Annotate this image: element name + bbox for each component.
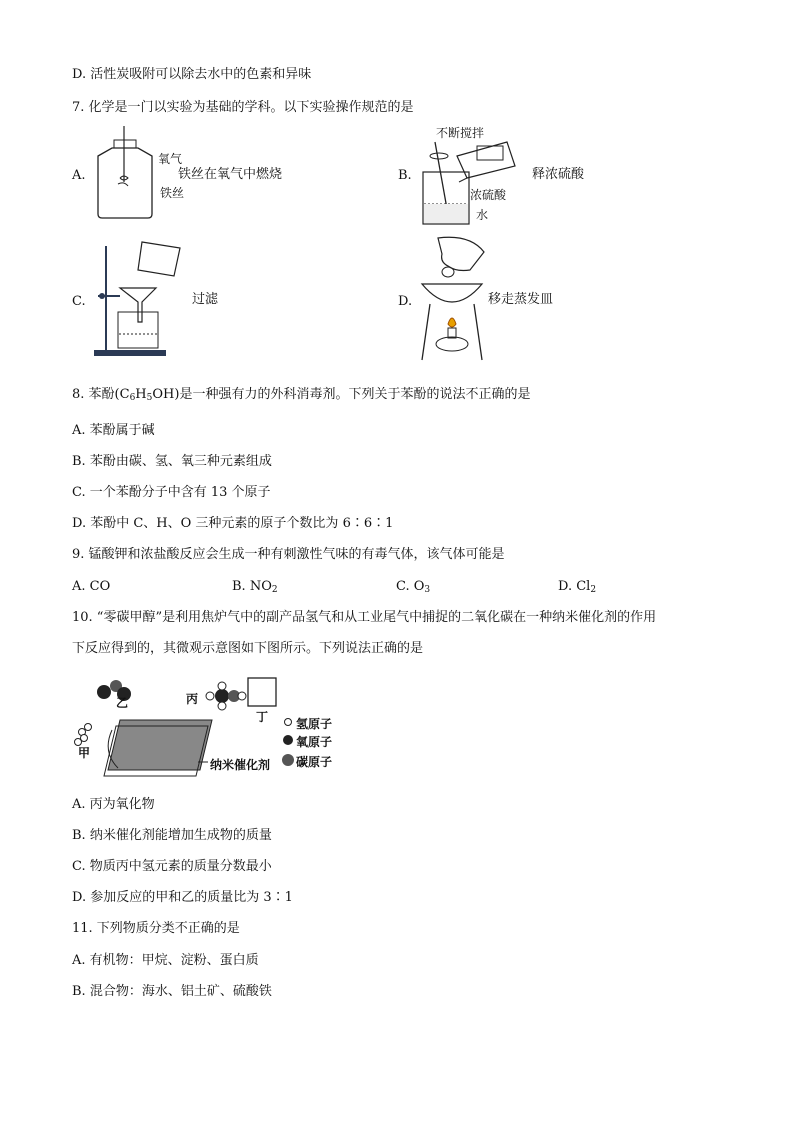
q9-b-sub: 2: [271, 585, 278, 595]
q11-option-b: B. 混合物：海水、铝土矿、硫酸铁: [72, 984, 272, 999]
q8-stem: [72, 386, 530, 407]
label-jia: 甲: [78, 746, 91, 760]
q7-option-d-caption: 移走蒸发皿: [488, 292, 554, 307]
q9-d-sub: 2: [590, 585, 597, 595]
q9-d-text: D. Cl: [558, 579, 591, 594]
q7-option-c-letter: C.: [72, 294, 86, 309]
q8-option-b: B. 苯酚由碳、氢、氧三种元素组成: [72, 454, 272, 469]
q7-option-a-caption: 铁丝在氧气中燃烧: [178, 167, 283, 182]
q7-option-b-caption: 释浓硫酸: [532, 167, 585, 182]
legend-hydrogen: 氢原子: [296, 717, 333, 731]
q9-stem: 9. 锰酸钾和浓盐酸反应会生成一种有刺激性气味的有毒气体，该气体可能是: [72, 547, 505, 562]
q8-stem-post: )是一种强有力的外科消毒剂。下列关于苯酚的说法不正确的是: [174, 387, 531, 402]
q6-option-d: D. 活性炭吸附可以除去水中的色素和异味: [72, 67, 312, 82]
formula-c: C: [119, 387, 130, 402]
label-catalyst: 纳米催化剂: [210, 758, 271, 772]
q9-option-a: A. CO: [72, 579, 111, 594]
label-stir: 不断搅拌: [436, 126, 485, 140]
fig-evaporating-dish: [418, 232, 488, 364]
label-water: 水: [476, 208, 489, 222]
formula-oh: OH: [152, 387, 175, 402]
formula-h: H: [135, 387, 147, 402]
q8-stem-pre: 8. 苯酚(: [72, 387, 120, 402]
q9-option-d: [558, 578, 596, 599]
q9-c-text: C. O: [396, 579, 425, 594]
q10-option-a: A. 丙为氧化物: [72, 797, 155, 812]
q11-option-a: A. 有机物：甲烷、淀粉、蛋白质: [72, 953, 259, 968]
formula-sub-6: 6: [129, 393, 136, 403]
q9-option-b: [232, 578, 278, 599]
label-oxygen: 氧气: [158, 152, 183, 166]
formula-sub-5: 5: [146, 393, 153, 403]
label-ding: 丁: [256, 710, 269, 724]
label-yi: 乙: [116, 696, 129, 710]
q10-option-d: D. 参加反应的甲和乙的质量比为 3∶1: [72, 890, 293, 905]
q10-option-b: B. 纳米催化剂能增加生成物的质量: [72, 828, 272, 843]
q7-option-d-letter: D.: [398, 294, 413, 309]
q8-option-c: C. 一个苯酚分子中含有 13 个原子: [72, 485, 271, 500]
q7-option-a-letter: A.: [72, 168, 86, 183]
legend-carbon: 碳原子: [296, 755, 333, 769]
legend-oxygen: 氧原子: [296, 735, 333, 749]
fig-filtration: [92, 238, 192, 360]
label-conc-acid: 浓硫酸: [470, 188, 507, 202]
q9-b-text: B. NO: [232, 579, 272, 594]
q8-option-d: D. 苯酚中 C、H、O 三种元素的原子个数比为 6∶6∶1: [72, 516, 394, 531]
q9-c-sub: 3: [424, 585, 431, 595]
q10-option-c: C. 物质丙中氢元素的质量分数最小: [72, 859, 272, 874]
fig-iron-combustion: [90, 122, 170, 222]
q8-option-a: A. 苯酚属于碱: [72, 423, 155, 438]
q7-option-b-letter: B.: [398, 168, 412, 183]
q10-stem-line2: 下反应得到的，其微观示意图如下图所示。下列说法正确的是: [72, 641, 424, 656]
q7-option-c-caption: 过滤: [192, 292, 219, 307]
q10-stem-line1: 10. “零碳甲醇”是利用焦炉气中的副产品氢气和从工业尾气中捕捉的二氧化碳在一种纳米催化剂的作用: [72, 610, 657, 625]
q7-stem: 7. 化学是一门以实验为基础的学科。以下实验操作规范的是: [72, 100, 414, 115]
label-iron-wire: 铁丝: [160, 186, 185, 200]
q9-option-c: [396, 578, 430, 599]
label-bing: 丙: [186, 692, 199, 706]
q11-stem: 11. 下列物质分类不正确的是: [72, 921, 240, 936]
